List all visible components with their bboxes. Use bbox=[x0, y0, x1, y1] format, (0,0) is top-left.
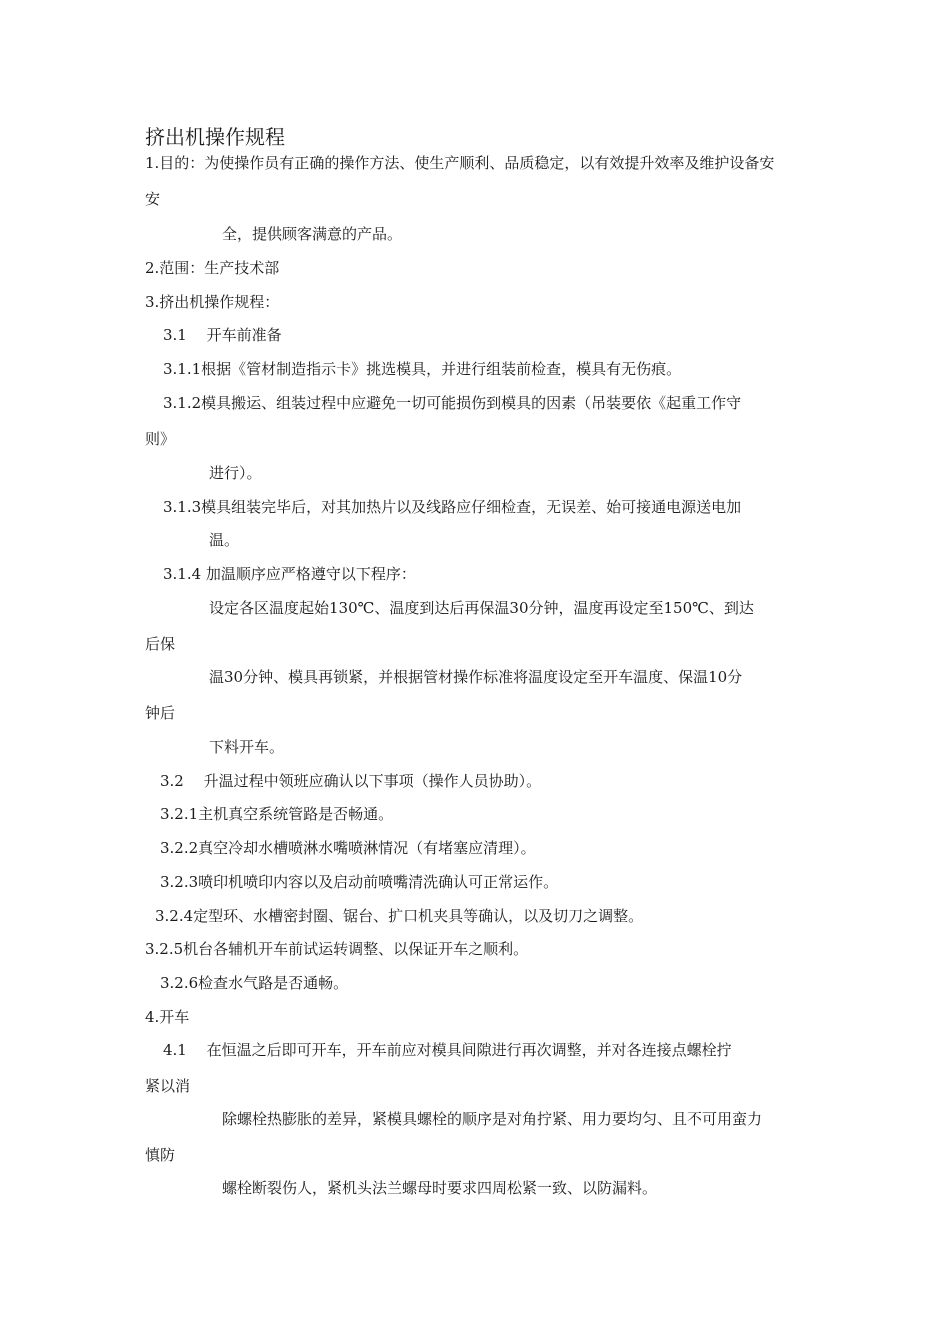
section-3-heading: 3.挤出机操作规程： bbox=[145, 293, 280, 311]
item-4-1-line-3: 除螺栓热膨胀的差异，紧模具螺栓的顺序是对角拧紧、用力要均匀、且不可用蛮力 bbox=[222, 1110, 763, 1128]
item-4-1-line-2: 紧以消 bbox=[145, 1077, 191, 1095]
item-3-1-2-line-2: 则》 bbox=[145, 430, 176, 448]
document-title: 挤出机操作规程 bbox=[145, 125, 285, 149]
item-3-2-1: 3.2.1主机真空系统管路是否畅通。 bbox=[160, 805, 394, 823]
section-1-purpose-line-1: 1.目的：为使操作员有正确的操作方法、使生产顺利、品质稳定，以有效提升效率及维护设备安 bbox=[145, 154, 775, 172]
item-3-2-6: 3.2.6检查水气路是否通畅。 bbox=[160, 974, 349, 992]
item-3-2-3: 3.2.3喷印机喷印内容以及启动前喷嘴清洗确认可正常运作。 bbox=[160, 873, 559, 891]
item-3-2-4: 3.2.4定型环、水槽密封圈、锯台、扩口机夹具等确认，以及切刀之调整。 bbox=[155, 907, 644, 925]
item-4-1-line-5: 螺栓断裂伤人，紧机头法兰螺母时要求四周松紧一致、以防漏料。 bbox=[222, 1179, 658, 1197]
item-4-1-line-4: 慎防 bbox=[145, 1146, 176, 1164]
item-3-1-1: 3.1.1根据《管材制造指示卡》挑选模具，并进行组装前检查，模具有无伤痕。 bbox=[163, 360, 682, 378]
section-3-2-heading: 3.2 升温过程中领班应确认以下事项（操作人员协助）。 bbox=[160, 772, 542, 790]
section-3-1-heading: 3.1 开车前准备 bbox=[163, 326, 282, 344]
item-3-1-4-step-2-line-2: 钟后 bbox=[145, 704, 176, 722]
item-3-2-5: 3.2.5机台各辅机开车前试运转调整、以保证开车之顺利。 bbox=[145, 940, 529, 958]
item-3-2-2: 3.2.2真空冷却水槽喷淋水嘴喷淋情况（有堵塞应清理）。 bbox=[160, 839, 536, 857]
item-3-1-3-line-1: 3.1.3模具组装完毕后，对其加热片以及线路应仔细检查，无误差、始可接通电源送电加 bbox=[163, 498, 742, 516]
item-3-1-4: 3.1.4 加温顺序应严格遵守以下程序： bbox=[163, 565, 416, 583]
item-3-1-3-line-2: 温。 bbox=[209, 531, 240, 549]
item-3-1-2-line-1: 3.1.2模具搬运、组装过程中应避免一切可能损伤到模具的因素（吊装要依《起重工作守 bbox=[163, 394, 742, 412]
section-1-purpose-line-3: 全，提供顾客满意的产品。 bbox=[222, 225, 403, 243]
item-4-1-line-1: 4.1 在恒温之后即可开车，开车前应对模具间隙进行再次调整，并对各连接点螺栓拧 bbox=[163, 1041, 732, 1059]
item-3-1-4-step-1-line-1: 设定各区温度起始130℃、温度到达后再保温30分钟，温度再设定至150℃、到达 bbox=[209, 599, 754, 617]
section-4-heading: 4.开车 bbox=[145, 1008, 190, 1026]
section-1-purpose-line-2: 安 bbox=[145, 190, 161, 208]
item-3-1-2-line-3: 进行）。 bbox=[209, 464, 262, 482]
item-3-1-4-step-1-line-2: 后保 bbox=[145, 635, 176, 653]
section-2-scope: 2.范围：生产技术部 bbox=[145, 259, 280, 277]
item-3-1-4-step-3: 下料开车。 bbox=[209, 738, 285, 756]
item-3-1-4-step-2-line-1: 温30分钟、模具再锁紧，并根据管材操作标准将温度设定至开车温度、保温10分 bbox=[209, 668, 743, 686]
